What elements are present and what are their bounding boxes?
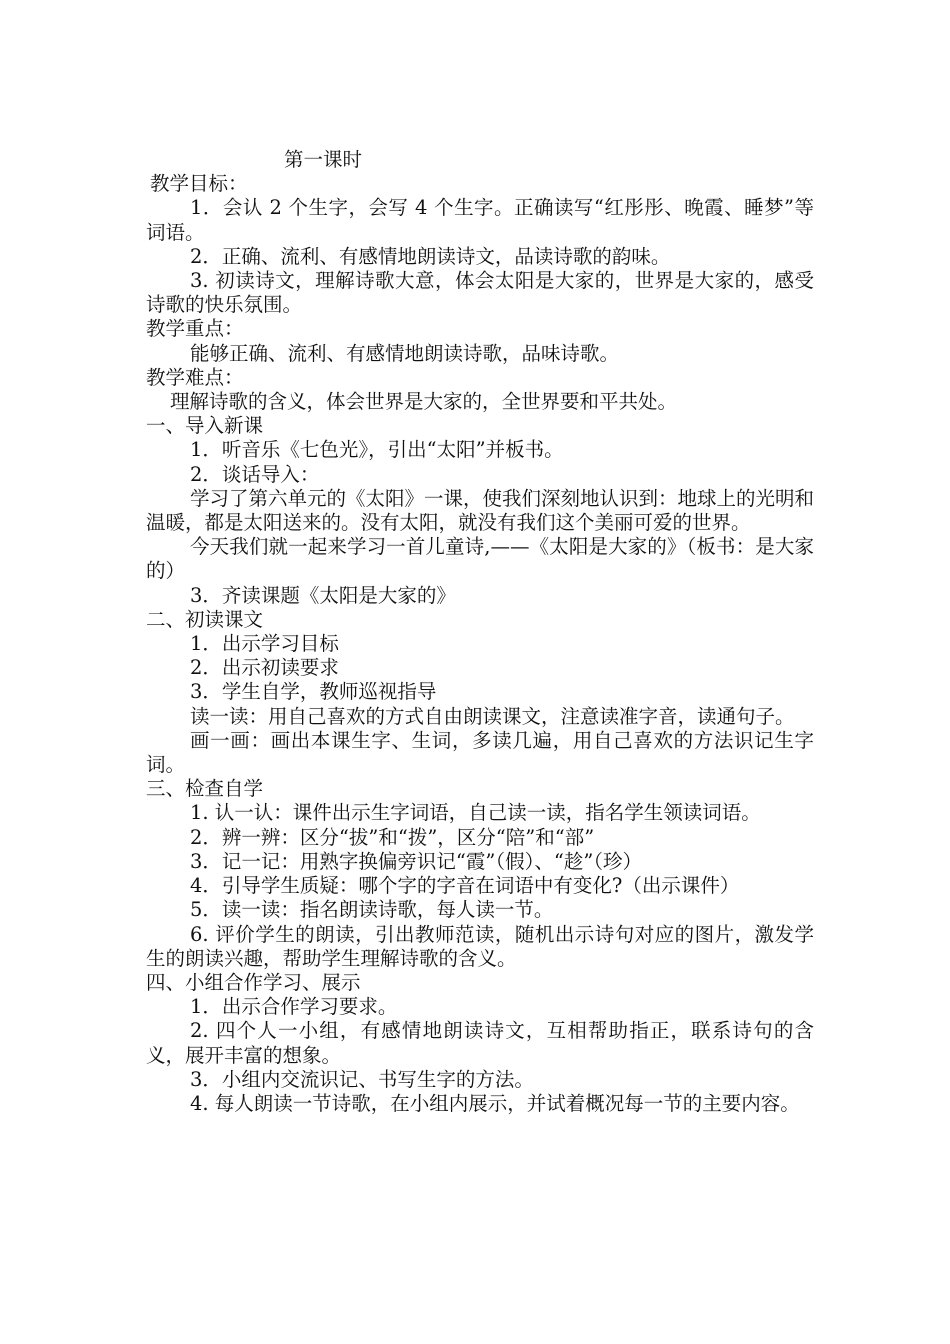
section-heading: 二、初读课文 xyxy=(146,607,264,631)
list-item: 3．小组内交流识记、书写生字的方法。 xyxy=(190,1067,534,1091)
list-item: 2. 四个人一小组，有感情地朗读诗文，互相帮助指正，联系诗句的含义，展开丰富的想象。 xyxy=(146,1019,814,1067)
lesson-plan-body xyxy=(146,148,814,1116)
section-heading: 三、检查自学 xyxy=(146,777,264,801)
section-heading: 四、小组合作学习、展示 xyxy=(146,970,361,994)
difficulty-heading: 教学难点： xyxy=(146,365,244,389)
list-item: 2．辨一辨：区分“拔”和“拨”，区分“陪”和“部” xyxy=(190,825,595,849)
list-item: 2．谈话导入： xyxy=(190,462,320,486)
list-item: 3．学生自学，教师巡视指导 xyxy=(190,680,437,704)
list-item: 6. 评价学生的朗读，引出教师范读，随机出示诗句对应的图片，激发学生的朗读兴趣，帮助学生理解诗歌的含义。 xyxy=(146,922,814,970)
difficulty-text: 理解诗歌的含义，体会世界是大家的，全世界要和平共处。 xyxy=(170,390,678,414)
page-title: 第一课时 xyxy=(284,148,363,171)
paragraph: 今天我们就一起来学习一首儿童诗,——《太阳是大家的》（板书：是大家的） xyxy=(146,535,814,583)
list-item: 3．记一记：用熟字换偏旁识记“霞”（假）、“趁”（珍） xyxy=(190,849,643,873)
section-heading: 一、导入新课 xyxy=(146,414,264,438)
list-item: 4．引导学生质疑：哪个字的字音在词语中有变化?（出示课件） xyxy=(190,874,740,898)
paragraph: 画一画：画出本课生字、生词，多读几遍，用自己喜欢的方法识记生字词。 xyxy=(146,728,814,777)
list-item: 2．出示初读要求 xyxy=(190,656,339,680)
paragraph: 学习了第六单元的《太阳》一课，使我们深刻地认识到：地球上的光明和温暖，都是太阳送来的。没有太阳，就没有我们这个美丽可爱的世界。 xyxy=(146,486,815,535)
list-item: 3．齐读课题《太阳是大家的》 xyxy=(190,583,456,607)
list-item: 1．出示合作学习要求。 xyxy=(190,995,398,1019)
list-item: 1. 认一认：课件出示生字词语，自己读一读，指名学生领读词语。 xyxy=(190,801,761,825)
goals-heading: 教学目标： xyxy=(150,172,248,196)
goal-item: 1．会认 2 个生字，会写 4 个生字。正确读写“红彤彤、晚霞、睡梦”等词语。 xyxy=(146,196,814,244)
list-item: 5．读一读：指名朗读诗歌，每人读一节。 xyxy=(190,898,554,922)
key-points-heading: 教学重点： xyxy=(146,317,244,341)
paragraph: 读一读：用自己喜欢的方式自由朗读课文，注意读准字音，读通句子。 xyxy=(190,704,795,728)
goal-item: 3. 初读诗文，理解诗歌大意，体会太阳是大家的，世界是大家的，感受诗歌的快乐氛围。 xyxy=(146,269,814,317)
goal-item: 2．正确、流利、有感情地朗读诗文，品读诗歌的韵味。 xyxy=(190,244,671,268)
key-points-text: 能够正确、流利、有感情地朗读诗歌，品味诗歌。 xyxy=(190,341,620,365)
list-item: 1．出示学习目标 xyxy=(190,632,339,656)
list-item: 1．听音乐《七色光》，引出“太阳”并板书。 xyxy=(190,438,564,462)
list-item: 4. 每人朗读一节诗歌，在小组内展示，并试着概况每一节的主要内容。 xyxy=(190,1091,800,1115)
